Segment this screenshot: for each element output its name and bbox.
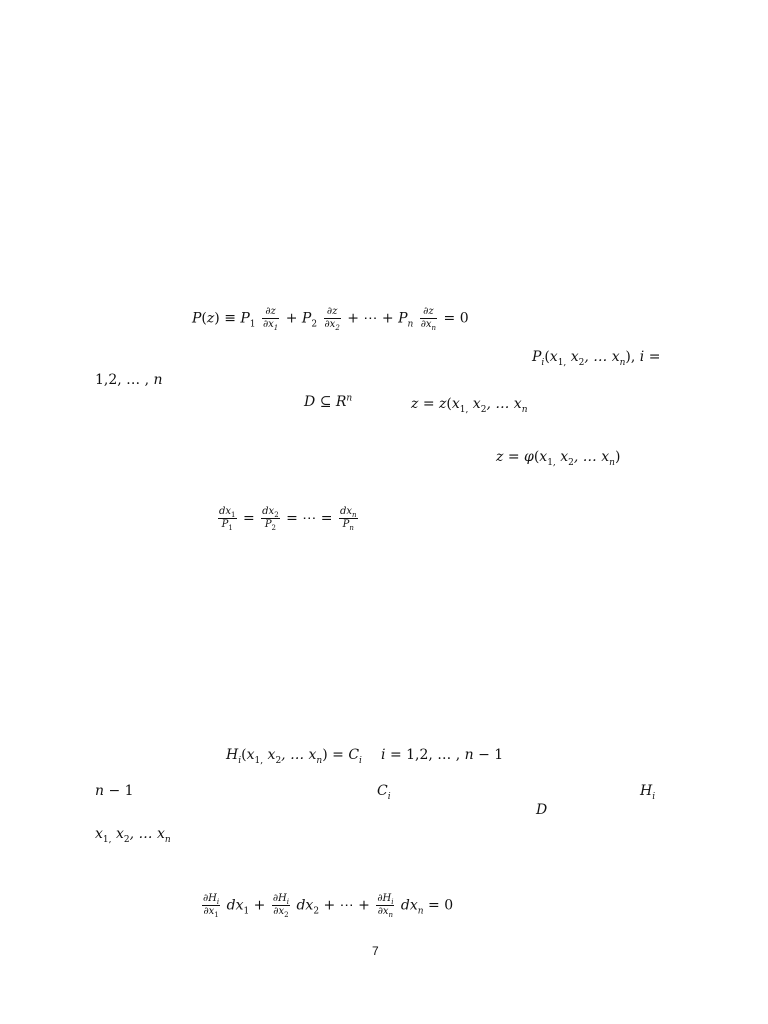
- pde-equation: $P(z) \equiv P_1$ $\frac{\partial z}{\partial x_1}$ + $P_2$ $\frac{\partial z}{\partial x_2}$ + ⋯ + $P_n$ $\frac{\partial z}{\partial x_n}$ = 0: [192, 306, 469, 332]
- variables-list: $x_{1,}$ $x_2$, … $x_n$: [95, 826, 171, 845]
- first-integrals: $H_i(x_{1,}$ $x_2$, … $x_n) = C_i$: [226, 747, 362, 766]
- solution-z-expression: $z = z(x_{1,}$ $x_2$, … $x_n$: [411, 396, 528, 415]
- domain-d: D: [536, 802, 548, 818]
- domain-expression: D ⊆ $R^n$: [304, 393, 353, 410]
- coefficient-functions: $P_i(x_{1,}$ $x_2$, … $x_n$), i =: [532, 349, 661, 368]
- total-differential: $\frac{\partial H_i}{\partial x_1}$ $dx_1$ + $\frac{\partial H_i}{\partial x_2}$ $dx_2$ + ⋯ + $\frac{\partial H_i}{\partial x_n}$ $dx_n = 0$: [203, 893, 454, 919]
- function-h-i: $H_i$: [640, 783, 656, 802]
- first-integrals-index: i = 1,2, … , n − 1: [381, 747, 504, 763]
- page-number: 7: [372, 944, 379, 958]
- solution-phi-expression: $z = \varphi(x_{1,}$ $x_2$, … $x_n$): [496, 449, 621, 468]
- constant-c-i: $C_i$: [377, 783, 391, 802]
- index-range-wrapped: 1,2, … , n: [95, 372, 163, 388]
- characteristic-system: $\frac{dx_1}{P_1}$ = $\frac{dx_2}{P_2}$ = ⋯ = $\frac{dx_n}{P_n}$: [219, 506, 357, 532]
- n-minus-one: n − 1: [95, 783, 134, 799]
